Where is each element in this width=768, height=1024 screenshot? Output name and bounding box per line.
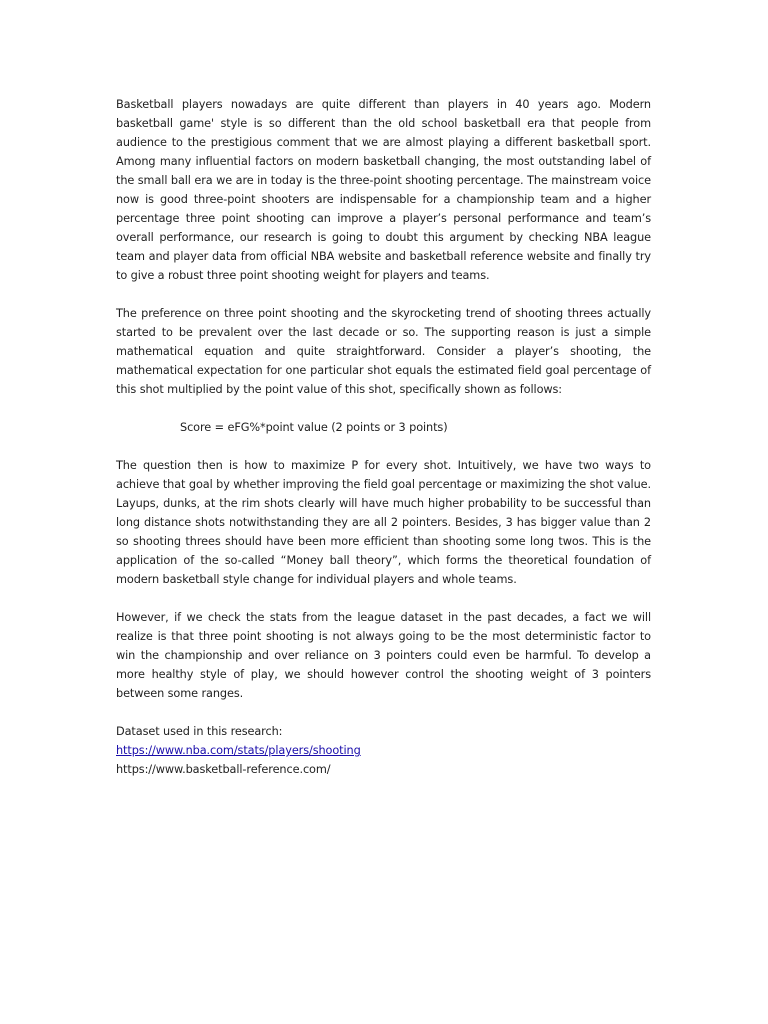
nba-stats-link[interactable]: https://www.nba.com/stats/players/shooting bbox=[116, 744, 361, 757]
paragraph-intro: Basketball players nowadays are quite different than players in 40 years ago. Modern basketball game' style is so different than the old school basketball era that people from audience to the prestigious comment that we are almost playing a different basketball sport. Among many influential factors on modern basketball changing, the most outstanding label of the small ball era we are in today is the three-point shooting percentage. The mainstream voice now is good three-point shooters are indispensable for a championship team and a higher percentage three point shooting can improve a player’s personal performance and team’s overall performance, our research is going to doubt this argument by checking NBA league team and player data from official NBA website and basketball reference website and finally try to give a robust three point shooting weight for players and teams. bbox=[116, 98, 651, 282]
paragraph-three-point-trend: The preference on three point shooting and the skyrocketing trend of shooting threes actually started to be prevalent over the last decade or so. The supporting reason is just a simple mathematical equation and quite straightforward. Consider a player’s shooting, the mathematical expectation for one particular shot equals the estimated field goal percentage of this shot multiplied by the point value of this shot, specifically shown as follows: bbox=[116, 307, 651, 396]
paragraph-league-stats: However, if we check the stats from the league dataset in the past decades, a fact we will realize is that three point shooting is not always going to be the most deterministic factor to win the championship and over reliance on 3 pointers could even be harmful. To develop a more healthy style of play, we should however control the shooting weight of 3 pointers between some ranges. bbox=[116, 611, 651, 700]
dataset-section bbox=[116, 722, 651, 779]
paragraph-maximize-shot: The question then is how to maximize P for every shot. Intuitively, we have two ways to achieve that goal by whether improving the field goal percentage or maximizing the shot value. Layups, dunks, at the rim shots clearly will have much higher probability to be successful than long distance shots notwithstanding they are all 2 pointers. Besides, 3 has bigger value than 2 so shooting threes should have been more efficient than shooting some long twos. This is the application of the so-called “Money ball theory”, which forms the theoretical foundation of modern basketball style change for individual players and whole teams. bbox=[116, 459, 651, 586]
document-page bbox=[116, 95, 651, 779]
dataset-heading: Dataset used in this research: bbox=[116, 725, 283, 738]
basketball-reference-url: https://www.basketball-reference.com/ bbox=[116, 763, 331, 776]
score-formula: Score = eFG%*point value (2 points or 3 points) bbox=[180, 421, 448, 434]
